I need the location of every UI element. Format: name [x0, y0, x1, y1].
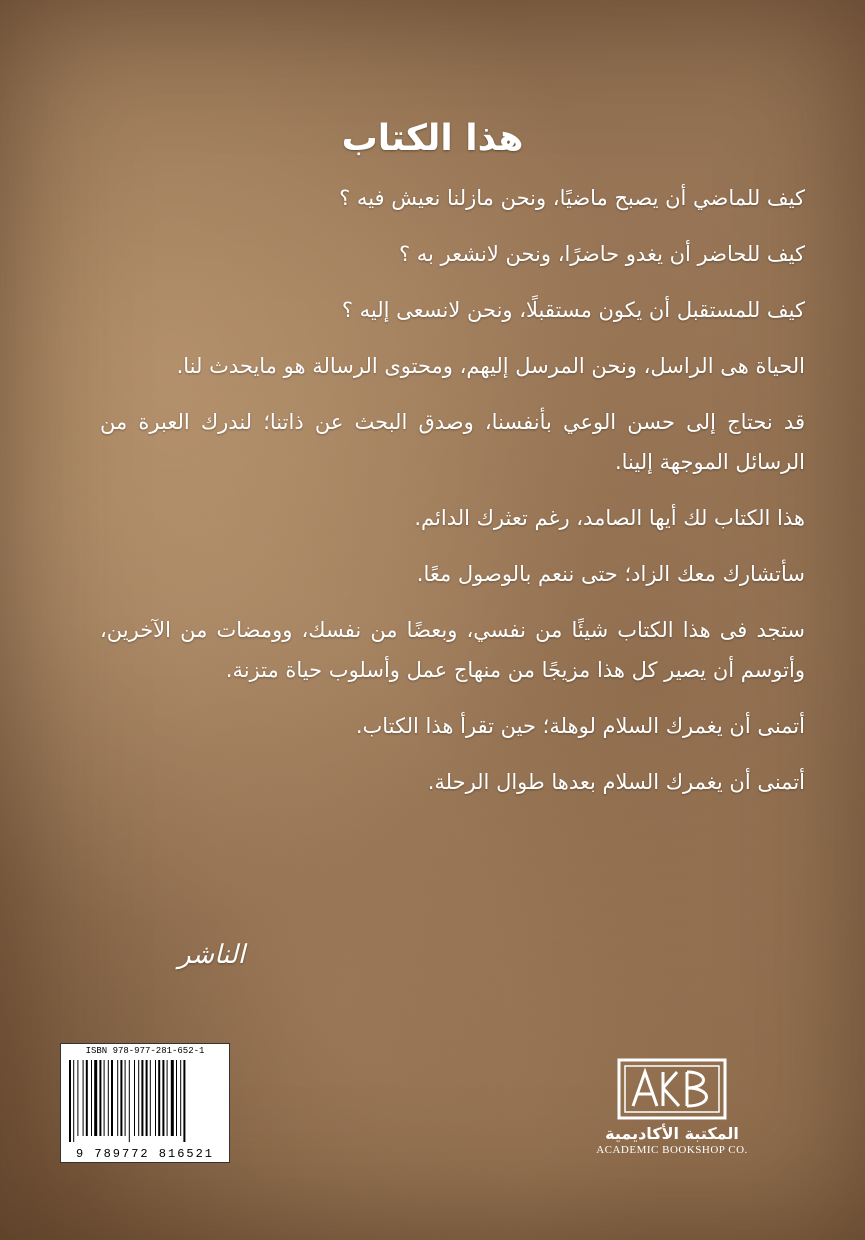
blurb-paragraph: أتمنى أن يغمرك السلام لوهلة؛ حين تقرأ هذا الكتاب.	[355, 714, 805, 738]
barcode-bar	[77, 1060, 78, 1136]
barcode-bar	[158, 1060, 160, 1136]
barcode-bars	[67, 1060, 223, 1142]
barcode-bar	[180, 1060, 181, 1136]
barcode-bar	[104, 1060, 105, 1136]
barcode-bar	[120, 1060, 122, 1136]
barcode-bar	[73, 1060, 74, 1142]
academic-bookshop-logo-icon	[617, 1058, 727, 1120]
barcode-bar	[108, 1060, 109, 1136]
barcode-bar	[86, 1060, 88, 1136]
barcode-bar	[171, 1060, 174, 1136]
blurb-paragraph: كيف للماضي أن يصبح ماضيًا، ونحن مازلنا نعيش فيه ؟	[339, 186, 805, 210]
barcode-bar	[155, 1060, 156, 1136]
blurb-paragraph: سأتشارك معك الزاد؛ حتى ننعم بالوصول معًا.	[416, 562, 805, 586]
blurb-paragraph: هذا الكتاب لك أيها الصامد، رغم تعثرك الدائم.	[414, 506, 805, 530]
blurb-paragraph: الحياة هى الراسل، ونحن المرسل إليهم، ومحتوى الرسالة هو مايحدث لنا.	[176, 354, 805, 378]
barcode-bar	[176, 1060, 177, 1136]
barcode-bar	[134, 1060, 135, 1136]
blurb-paragraph: قد نحتاج إلى حسن الوعي بأنفسنا، وصدق البحث عن ذاتنا؛ لندرك العبرة من الرسائل الموجهة إلينا.	[100, 410, 805, 474]
barcode-bar	[69, 1060, 71, 1142]
barcode-bar	[117, 1060, 118, 1136]
barcode-bar	[162, 1060, 164, 1136]
blurb-paragraph: ستجد فى هذا الكتاب شيئًا من نفسي، وبعضًا من نفسك، وومضات من الآخرين، وأتوسم أن يصير كل هذا مزيجًا من منهاج عمل وأسلوب حياة متزنة.	[100, 618, 805, 682]
isbn-digits: 9 789772 816521	[75, 1147, 215, 1161]
barcode-bar	[138, 1060, 139, 1136]
isbn-barcode	[60, 1043, 230, 1163]
barcode-bar	[94, 1060, 97, 1136]
blurb-paragraph: كيف للمستقبل أن يكون مستقبلًا، ونحن لانسعى إليه ؟	[341, 298, 805, 322]
barcode-bar	[146, 1060, 148, 1136]
publisher-signature: الناشر	[177, 940, 245, 970]
barcode-bar	[167, 1060, 168, 1136]
blurb-paragraph: كيف للحاضر أن يغدو حاضرًا، ونحن لانشعر به ؟	[398, 242, 805, 266]
publisher-arabic-name: المكتبة الأكاديمية	[605, 1124, 739, 1143]
barcode-bar	[91, 1060, 92, 1136]
page-title: هذا الكتاب	[341, 118, 524, 159]
publisher-english-name: ACADEMIC BOOKSHOP CO.	[596, 1144, 748, 1156]
blurb-paragraph: أتمنى أن يغمرك السلام بعدها طوال الرحلة.	[427, 770, 805, 794]
blurb-text	[100, 178, 805, 818]
barcode-bar	[125, 1060, 126, 1136]
barcode-bar	[83, 1060, 84, 1136]
barcode-bar	[141, 1060, 143, 1136]
barcode-bar	[183, 1060, 185, 1142]
barcode-bar	[111, 1060, 113, 1136]
isbn-label: ISBN 978-977-281-652-1	[85, 1046, 205, 1056]
barcode-bar	[150, 1060, 151, 1136]
barcode-bar	[99, 1060, 101, 1136]
publisher-logo-block	[578, 1058, 766, 1156]
barcode-bar	[129, 1060, 130, 1142]
